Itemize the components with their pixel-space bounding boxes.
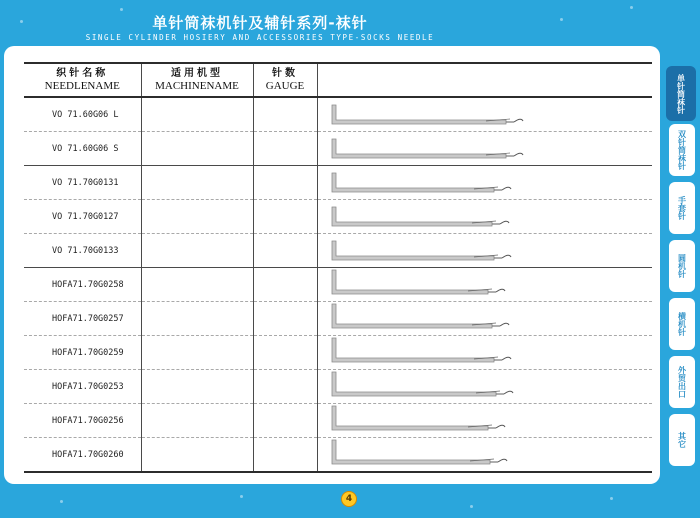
needle-image-cell [317, 234, 652, 268]
side-tab-label: 其它 [677, 432, 687, 448]
gauge-cell [253, 336, 317, 370]
column-header-en: MACHINENAME [155, 80, 239, 92]
machine-name-cell [141, 336, 253, 370]
background-dot [240, 495, 243, 498]
side-tab-label: 双针筒袜针 [677, 130, 687, 170]
needle-icon [318, 370, 653, 403]
needle-name-cell: VO 71.70G0131 [24, 166, 141, 200]
column-header-gauge [253, 63, 317, 97]
background-dot [120, 8, 123, 11]
needle-icon [318, 200, 653, 233]
gauge-cell [253, 302, 317, 336]
column-header-en: GAUGE [265, 80, 305, 92]
needle-image-cell [317, 200, 652, 234]
background-dot [60, 500, 63, 503]
needle-name-cell: VO 71.70G0133 [24, 234, 141, 268]
gauge-cell [253, 438, 317, 473]
machine-name-cell [141, 166, 253, 200]
needle-icon [318, 438, 653, 471]
needle-name-cell: VO 71.60G06 L [24, 97, 141, 132]
side-tab[interactable] [666, 66, 696, 121]
table-row [24, 200, 652, 234]
page-number: 4 [341, 491, 357, 507]
needle-name-cell: HOFA71.70G0256 [24, 404, 141, 438]
needle-image-cell [317, 132, 652, 166]
side-tab[interactable] [669, 240, 695, 292]
side-tab[interactable] [669, 414, 695, 466]
needle-name-cell: HOFA71.70G0260 [24, 438, 141, 473]
table-header-row [24, 63, 652, 97]
table-row [24, 234, 652, 268]
column-header-needle-name [24, 63, 141, 97]
table-row [24, 97, 652, 132]
gauge-cell [253, 234, 317, 268]
side-tab[interactable] [669, 182, 695, 234]
table-row [24, 166, 652, 200]
side-tab-label: 横机针 [677, 312, 687, 336]
needle-name-cell: HOFA71.70G0257 [24, 302, 141, 336]
column-header-image [317, 63, 652, 97]
gauge-cell [253, 200, 317, 234]
needle-image-cell [317, 166, 652, 200]
needle-icon [318, 404, 653, 437]
column-header-cn: 织针名称 [56, 68, 109, 79]
machine-name-cell [141, 302, 253, 336]
background-dot [630, 6, 633, 9]
needle-image-cell [317, 404, 652, 438]
gauge-cell [253, 370, 317, 404]
needle-icon [318, 98, 653, 131]
table-row [24, 370, 652, 404]
needle-icon [318, 336, 653, 369]
needle-image-cell [317, 268, 652, 302]
side-tab[interactable] [669, 356, 695, 408]
needle-image-cell [317, 97, 652, 132]
machine-name-cell [141, 200, 253, 234]
gauge-cell [253, 268, 317, 302]
gauge-cell [253, 97, 317, 132]
table-row [24, 404, 652, 438]
machine-name-cell [141, 97, 253, 132]
side-tab-label: 单针筒袜针 [676, 73, 686, 114]
table-row [24, 336, 652, 370]
side-tab[interactable] [669, 124, 695, 176]
needle-name-cell: VO 71.70G0127 [24, 200, 141, 234]
gauge-cell [253, 166, 317, 200]
needle-name-cell: HOFA71.70G0253 [24, 370, 141, 404]
needle-image-cell [317, 370, 652, 404]
background-dot [470, 505, 473, 508]
gauge-cell [253, 404, 317, 438]
column-header-cn: 适用机型 [171, 68, 223, 79]
machine-name-cell [141, 404, 253, 438]
side-tab[interactable] [669, 298, 695, 350]
table-row [24, 268, 652, 302]
gauge-cell [253, 132, 317, 166]
needle-table [24, 62, 652, 473]
needle-image-cell [317, 438, 652, 473]
needle-name-cell: HOFA71.70G0259 [24, 336, 141, 370]
side-tab-label: 手套针 [677, 196, 687, 220]
machine-name-cell [141, 132, 253, 166]
column-header-en: NEEDLENAME [44, 80, 120, 92]
machine-name-cell [141, 370, 253, 404]
needle-image-cell [317, 336, 652, 370]
machine-name-cell [141, 234, 253, 268]
table-row [24, 438, 652, 473]
page-subtitle: SINGLE CYLINDER HOSIERY AND ACCESSORIES TYPE-SOCKS NEEDLE [85, 33, 435, 42]
column-header-cn: 针数 [272, 68, 298, 79]
needle-name-cell: VO 71.60G06 S [24, 132, 141, 166]
background-dot [610, 497, 613, 500]
side-tab-label: 圆机针 [677, 254, 687, 278]
page-title: 单针筒袜机针及辅针系列-袜针 [152, 14, 368, 32]
needle-image-cell [317, 302, 652, 336]
column-header-machine-name [141, 63, 253, 97]
machine-name-cell [141, 438, 253, 473]
needle-icon [318, 234, 653, 267]
needle-icon [318, 268, 653, 301]
table-row [24, 132, 652, 166]
needle-icon [318, 166, 653, 199]
needle-icon [318, 132, 653, 165]
needle-name-cell: HOFA71.70G0258 [24, 268, 141, 302]
side-tab-label: 外贸出口 [677, 366, 687, 398]
machine-name-cell [141, 268, 253, 302]
background-dot [560, 18, 563, 21]
needle-icon [318, 302, 653, 335]
table-row [24, 302, 652, 336]
